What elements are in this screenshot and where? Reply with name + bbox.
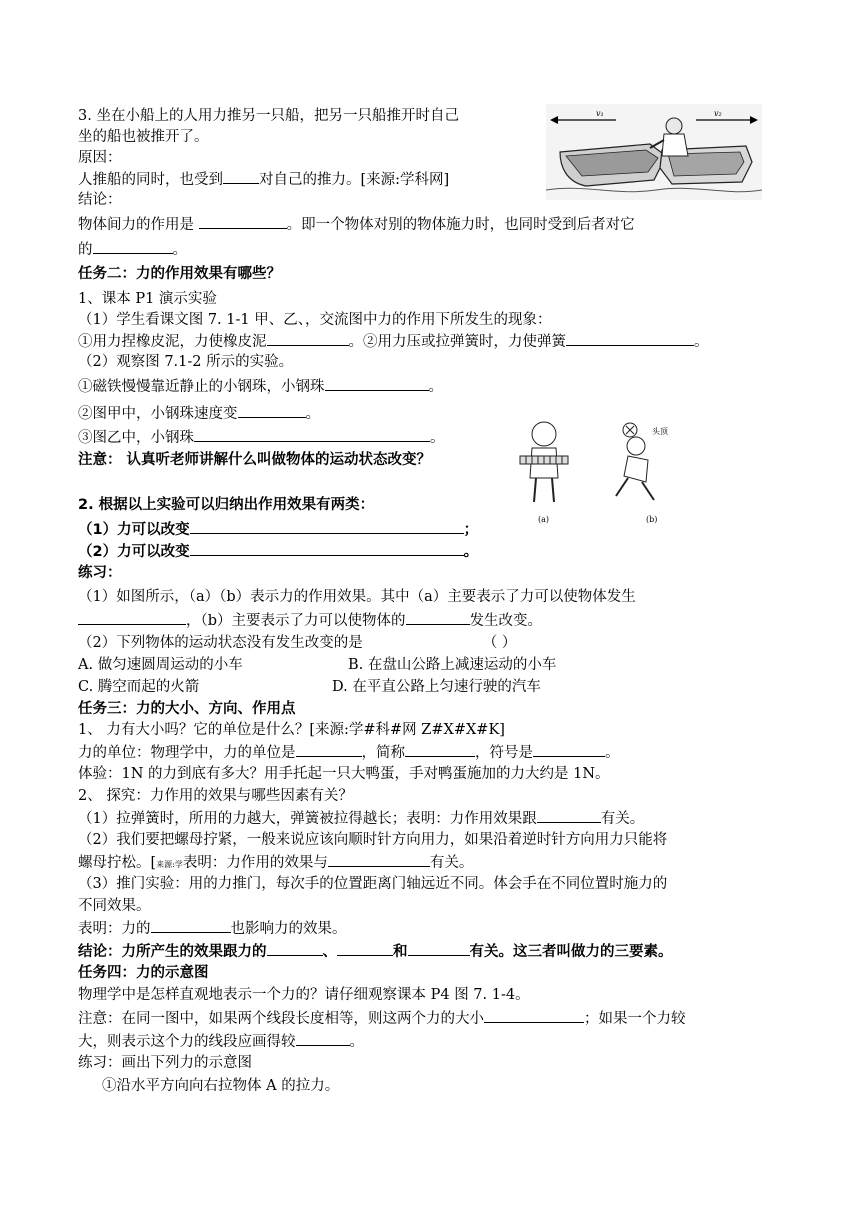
task2-line-6: ②图甲中，小钢珠速度变 。 bbox=[78, 403, 320, 424]
task3-line-2: 力的单位：物理学中，力的单位是 ，简称 ，符号是 。 bbox=[78, 742, 620, 763]
task2-effect-2: （2）力可以改变 。 bbox=[78, 541, 478, 562]
task2-line-3: ①用力捏橡皮泥，力使橡皮泥 。②用力压或拉弹簧时，力使弹簧 。 bbox=[78, 331, 709, 352]
task2-note: 注意： 认真听老师讲解什么叫做物体的运动状态改变？ bbox=[78, 452, 432, 468]
task3-conclusion: 结论：力所产生的效果跟力的 、 和 有关。这三者叫做力的三要素。 bbox=[78, 941, 673, 962]
task3-line-1: 1、 力有大小吗？它的单位是什么？[来源:学#科#网 Z#X#X#K] bbox=[78, 722, 505, 738]
option-b: B. 在盘山公路上减速运动的小车 bbox=[348, 657, 557, 673]
task3-line-9: 不同效果。 bbox=[78, 898, 151, 914]
svg-text:头顶: 头顶 bbox=[652, 427, 668, 436]
svg-text:(a): (a) bbox=[538, 515, 550, 524]
reason-line: 人推船的同时，也受到 对自己的推力。[来源:学科网] bbox=[78, 169, 449, 190]
task2-summary: 2. 根据以上实验可以归纳出作用效果有两类： bbox=[78, 497, 375, 513]
q3-line-2: 坐的船也被推开了。 bbox=[78, 129, 209, 145]
task2-heading: 任务二：力的作用效果有哪些？ bbox=[78, 266, 281, 282]
task3-line-8: （3）推门实验：用的力推门，每次手的位置距离门轴远近不同。体会手在不同位置时施力的 bbox=[78, 876, 668, 892]
boat-push-illustration bbox=[546, 104, 762, 200]
force-effect-figure bbox=[518, 416, 698, 528]
task3-heading: 任务三：力的大小、方向、作用点 bbox=[78, 701, 296, 717]
task3-line-5: （1）拉弹簧时，所用的力越大，弹簧被拉得越长；表明：力作用效果跟 有关。 bbox=[78, 808, 644, 829]
option-d: D. 在平直公路上匀速行驶的汽车 bbox=[332, 679, 541, 695]
svg-text:v₂: v₂ bbox=[714, 109, 722, 118]
conclusion-line-2: 的 。 bbox=[78, 239, 187, 260]
option-a: A. 做匀速圆周运动的小车 bbox=[78, 657, 243, 673]
task3-line-3: 体验：1N 的力到底有多大？用手托起一只大鸭蛋，手对鸭蛋施加的力大约是 1N。 bbox=[78, 766, 610, 782]
practice1-line-3: （2）下列物体的运动状态没有发生改变的是 （ ） bbox=[78, 635, 517, 651]
task2-line-1: 1、课本 P1 演示实验 bbox=[78, 291, 217, 307]
practice1-line-1: （1）如图所示，（a）（b）表示力的作用效果。其中（a）主要表示了力可以使物体发生 bbox=[78, 589, 636, 605]
task4-line-2: 注意：在同一图中，如果两个线段长度相等，则这两个力的大小 ；如果一个力较 bbox=[78, 1008, 686, 1029]
practice1-line-2: ，（b）主要表示了力可以使物体的 发生改变。 bbox=[78, 610, 542, 631]
task3-line-6: （2）我们要把螺母拧紧，一般来说应该向顺时针方向用力，如果沿着逆时针方向用力只能将 bbox=[78, 832, 668, 848]
conclusion-line-1: 物体间力的作用是 。即一个物体对别的物体施力时，也同时受到后者对它 bbox=[78, 214, 635, 235]
task4-line-1: 物理学中是怎样直观地表示一个力的？请仔细观察课本 P4 图 7. 1-4。 bbox=[78, 987, 530, 1003]
task4-line-3: 大，则表示这个力的线段应画得较 。 bbox=[78, 1031, 364, 1052]
task2-line-2: （1）学生看课文图 7. 1-1 甲、乙、，交流图中力的作用下所发生的现象： bbox=[78, 312, 552, 328]
task3-line-7: 螺母拧松。[来源:学表明：力作用的效果与 有关。 bbox=[78, 852, 473, 873]
task3-line-4: 2、 探究：力作用的效果与哪些因素有关？ bbox=[78, 788, 353, 804]
task2-line-4: （2）观察图 7.1-2 所示的实验。 bbox=[78, 354, 294, 370]
task2-effect-1: （1）力可以改变 ； bbox=[78, 519, 478, 540]
task4-line-5: ①沿水平方向向右拉物体 A 的拉力。 bbox=[102, 1078, 340, 1094]
option-c: C. 腾空而起的火箭 bbox=[78, 679, 200, 695]
svg-text:(b): (b) bbox=[646, 515, 658, 524]
task2-line-7: ③图乙中，小钢珠 。 bbox=[78, 427, 445, 448]
reason-label: 原因： bbox=[78, 150, 122, 166]
svg-text:v₁: v₁ bbox=[596, 109, 604, 118]
task4-heading: 任务四：力的示意图 bbox=[78, 965, 209, 981]
task4-line-4: 练习：画出下列力的示意图 bbox=[78, 1055, 252, 1071]
task3-line-10: 表明：力的 也影响力的效果。 bbox=[78, 918, 347, 939]
task2-line-5: ①磁铁慢慢靠近静止的小钢珠，小钢珠 。 bbox=[78, 376, 443, 397]
conclusion-label: 结论： bbox=[78, 192, 122, 208]
q3-line-1: 3. 坐在小船上的人用力推另一只船，把另一只船推开时自己 bbox=[78, 108, 459, 124]
figure-a-spring-stretch bbox=[520, 422, 568, 524]
practice1-heading: 练习： bbox=[78, 565, 122, 581]
figure-b-header bbox=[616, 423, 669, 524]
